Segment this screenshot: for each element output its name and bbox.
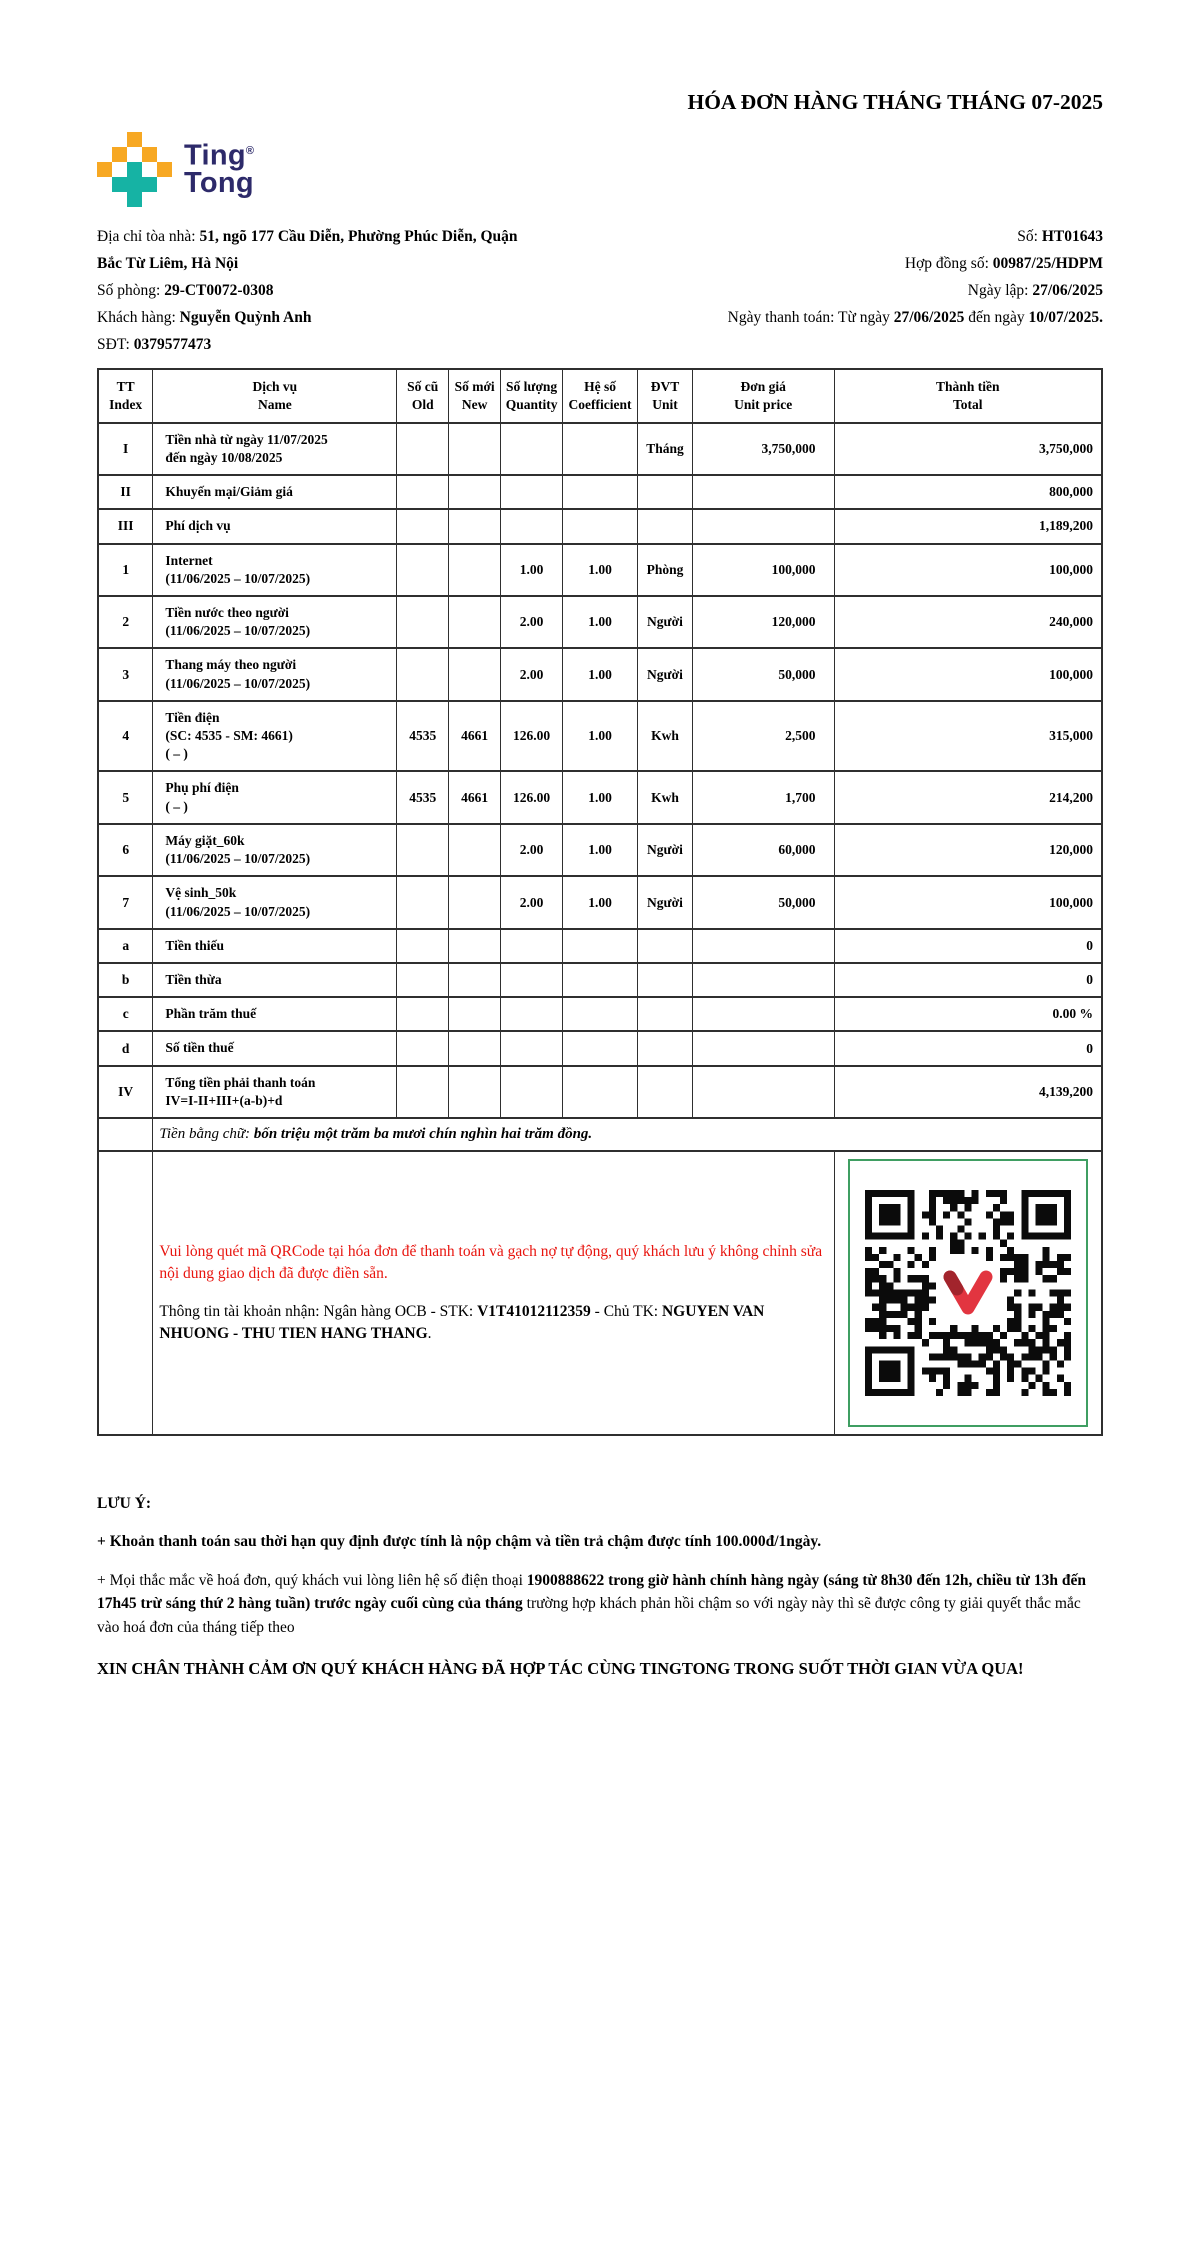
table-header-cell xyxy=(153,369,397,423)
text-run: Thông tin tài khoản nhận: Ngân hàng OCB - STK: xyxy=(159,1302,478,1320)
table-header-cell xyxy=(834,369,1102,423)
info-row xyxy=(97,277,1103,304)
table-body xyxy=(98,423,1102,1118)
table-row xyxy=(98,544,1102,596)
cell-total: 240,000 xyxy=(834,596,1102,648)
payment-instructions-cell xyxy=(153,1151,834,1435)
cell-unit-price: 2,500 xyxy=(692,701,834,772)
cell-total: 100,000 xyxy=(834,544,1102,596)
cell-quantity: 2.00 xyxy=(501,596,563,648)
cell-service-name xyxy=(153,648,397,700)
cell-quantity: 126.00 xyxy=(501,771,563,823)
header-label-vi: Số lượng xyxy=(505,379,558,394)
cell-old-reading xyxy=(397,596,449,648)
qr-row xyxy=(98,1151,1102,1435)
cell-service-name xyxy=(153,596,397,648)
cell-unit-price: 120,000 xyxy=(692,596,834,648)
service-name-line: Phí dịch vụ xyxy=(165,518,231,534)
table-header-cell xyxy=(449,369,501,423)
service-name-line: Tiền thiếu xyxy=(165,937,225,953)
brand-wordmark-line1: Ting® xyxy=(184,139,255,172)
qr-code-cell xyxy=(834,1151,1102,1435)
cell-service-name xyxy=(153,544,397,596)
cell-quantity: 1.00 xyxy=(501,544,563,596)
empty-index-cell xyxy=(98,1151,153,1435)
service-name-line: Vệ sinh_50k xyxy=(165,885,237,901)
service-name-line: IV=I-II+III+(a-b)+d xyxy=(165,1092,283,1108)
text-run: Hợp đồng số: xyxy=(904,255,993,272)
cell-coefficient: 1.00 xyxy=(563,701,638,772)
service-name-line: Phụ phí điện xyxy=(165,780,239,796)
table-header-cell xyxy=(563,369,638,423)
notes-section xyxy=(97,1492,1103,1681)
cell-coefficient: 1.00 xyxy=(563,876,638,928)
header-label-vi: Thành tiền xyxy=(936,379,1000,394)
text-run: 0379577473 xyxy=(133,336,212,353)
cell-old-reading: 4535 xyxy=(397,701,449,772)
info-right-text xyxy=(1017,223,1103,250)
service-name-line: (SC: 4535 - SM: 4661) xyxy=(165,728,293,744)
cell-unit xyxy=(637,997,692,1031)
table-row xyxy=(98,963,1102,997)
cell-unit: Người xyxy=(637,648,692,700)
cell-total: 0.00 % xyxy=(834,997,1102,1031)
cell-coefficient xyxy=(563,1066,638,1118)
header-label-en: New xyxy=(461,396,488,412)
cell-quantity: 2.00 xyxy=(501,876,563,928)
cell-service-name xyxy=(153,701,397,772)
cell-new-reading xyxy=(449,475,501,509)
cell-coefficient xyxy=(563,1031,638,1065)
info-left-text xyxy=(97,277,274,304)
text-run: + Mọi thắc mắc về hoá đơn, quý khách vui lòng liên hệ số điện thoại xyxy=(97,1571,527,1589)
text-run: HT01643 xyxy=(1041,228,1103,245)
cell-coefficient xyxy=(563,475,638,509)
cell-new-reading xyxy=(449,963,501,997)
cell-coefficient xyxy=(563,509,638,543)
cell-coefficient: 1.00 xyxy=(563,771,638,823)
cell-service-name xyxy=(153,824,397,876)
cell-unit-price: 50,000 xyxy=(692,876,834,928)
table-row xyxy=(98,997,1102,1031)
cell-old-reading xyxy=(397,929,449,963)
cell-new-reading xyxy=(449,423,501,475)
cell-unit-price: 1,700 xyxy=(692,771,834,823)
cell-old-reading xyxy=(397,648,449,700)
cell-index: I xyxy=(98,423,153,475)
service-name-line: Tiền điện xyxy=(165,709,220,725)
service-name-line: Tiền nhà từ ngày 11/07/2025 xyxy=(165,431,328,447)
header-label-vi: Số mới xyxy=(454,379,495,394)
info-row xyxy=(97,223,1103,250)
cell-new-reading xyxy=(449,1066,501,1118)
cell-total: 0 xyxy=(834,963,1102,997)
cell-quantity xyxy=(501,997,563,1031)
table-row xyxy=(98,824,1102,876)
tingtong-logo-icon xyxy=(97,132,172,207)
cell-unit: Người xyxy=(637,596,692,648)
invoice-title: HÓA ĐƠN HÀNG THÁNG THÁNG 07-2025 xyxy=(687,90,1103,114)
header-label-vi: Số cũ xyxy=(407,379,439,394)
cell-total: 315,000 xyxy=(834,701,1102,772)
cell-old-reading xyxy=(397,1031,449,1065)
note-item xyxy=(97,1530,1103,1554)
cell-service-name xyxy=(153,1066,397,1118)
text-run: Số phòng: xyxy=(97,282,165,299)
cell-total: 3,750,000 xyxy=(834,423,1102,475)
cell-unit: Người xyxy=(637,824,692,876)
cell-unit-price: 3,750,000 xyxy=(692,423,834,475)
info-left-text xyxy=(97,223,518,250)
cell-quantity xyxy=(501,929,563,963)
cell-service-name xyxy=(153,475,397,509)
text-run: 27/06/2025 xyxy=(1032,282,1103,299)
table-row xyxy=(98,475,1102,509)
header-label-vi: Đơn giá xyxy=(740,379,786,394)
cell-index: b xyxy=(98,963,153,997)
cell-unit-price xyxy=(692,963,834,997)
service-name-line: Tiền thừa xyxy=(165,972,222,987)
service-name-line: (11/06/2025 – 10/07/2025) xyxy=(165,623,311,639)
text-run: Nguyễn Quỳnh Anh xyxy=(179,309,312,326)
cell-total: 100,000 xyxy=(834,648,1102,700)
cell-index: d xyxy=(98,1031,153,1065)
brand-wordmark-line2: Tong xyxy=(184,166,254,199)
cell-index: 4 xyxy=(98,701,153,772)
text-run: Khách hàng: xyxy=(97,309,180,326)
info-row xyxy=(97,331,1103,358)
cell-coefficient xyxy=(563,929,638,963)
service-name-line: đến ngày 10/08/2025 xyxy=(165,449,283,465)
text-run: Ngày thanh toán: Từ ngày xyxy=(727,309,894,326)
cell-old-reading xyxy=(397,423,449,475)
table-header-cell xyxy=(637,369,692,423)
header-label-en: Total xyxy=(953,396,983,412)
info-right-text xyxy=(728,304,1103,331)
cell-quantity xyxy=(501,1031,563,1065)
cell-unit: Người xyxy=(637,876,692,928)
header-label-en: Index xyxy=(109,396,143,412)
text-run: 29-CT0072-0308 xyxy=(164,282,274,299)
service-name-line: Máy giặt_60k xyxy=(165,832,245,848)
cell-service-name xyxy=(153,929,397,963)
cell-unit-price xyxy=(692,509,834,543)
cell-unit-price xyxy=(692,929,834,963)
header-label-en: Unit price xyxy=(734,396,793,412)
table-header xyxy=(98,369,1102,423)
table-header-cell xyxy=(501,369,563,423)
cell-quantity xyxy=(501,1066,563,1118)
cell-total: 800,000 xyxy=(834,475,1102,509)
info-right-text xyxy=(905,250,1103,277)
note-item xyxy=(97,1569,1103,1640)
header-label-en: Old xyxy=(411,396,434,412)
cell-old-reading: 4535 xyxy=(397,771,449,823)
service-name-line: (11/06/2025 – 10/07/2025) xyxy=(165,851,311,867)
cell-unit xyxy=(637,963,692,997)
cell-total: 100,000 xyxy=(834,876,1102,928)
header-label-vi: Dịch vụ xyxy=(252,379,298,394)
text-run: V1T41012112359 xyxy=(477,1302,591,1320)
header-label-vi: Hệ số xyxy=(584,379,616,394)
table-row xyxy=(98,876,1102,928)
cell-index: III xyxy=(98,509,153,543)
text-run: Ngày lập: xyxy=(967,282,1033,299)
cell-quantity: 2.00 xyxy=(501,824,563,876)
cell-total: 4,139,200 xyxy=(834,1066,1102,1118)
cell-coefficient xyxy=(563,423,638,475)
cell-old-reading xyxy=(397,1066,449,1118)
cell-unit: Phòng xyxy=(637,544,692,596)
cell-unit: Kwh xyxy=(637,771,692,823)
cell-unit-price xyxy=(692,1031,834,1065)
cell-new-reading xyxy=(449,648,501,700)
text-run: 00987/25/HDPM xyxy=(992,255,1103,272)
header-label-en: Quantity xyxy=(505,396,558,412)
service-name-line: Thang máy theo người xyxy=(165,657,297,673)
text-run: SĐT: xyxy=(97,336,134,353)
table-footer xyxy=(98,1118,1102,1435)
text-run: 1900888622 trong giờ hành chính hàng ngày (sáng từ 8h30 đến 12h, chiều từ 13h đến 17h45 trừ sáng thứ 2 hàng tuần) trước ngày cuối cùng của tháng xyxy=(97,1571,1086,1613)
cell-old-reading xyxy=(397,544,449,596)
info-left-text xyxy=(97,250,238,277)
service-name-line: (11/06/2025 – 10/07/2025) xyxy=(165,570,311,586)
amount-in-words-value: bốn triệu một trăm ba mươi chín nghìn hai trăm đồng. xyxy=(253,1126,593,1143)
service-name-line: Khuyến mại/Giảm giá xyxy=(165,484,293,500)
service-name-line: Tổng tiền phải thanh toán xyxy=(165,1074,316,1090)
table-header-cell xyxy=(98,369,153,423)
cell-unit: Kwh xyxy=(637,701,692,772)
service-name-line: (11/06/2025 – 10/07/2025) xyxy=(165,903,311,919)
cell-new-reading xyxy=(449,997,501,1031)
cell-new-reading xyxy=(449,929,501,963)
header-label-en: Unit xyxy=(652,396,678,412)
cell-unit xyxy=(637,1066,692,1118)
invoice-header xyxy=(97,88,1103,207)
text-run: Số: xyxy=(1017,228,1042,245)
invoice-table xyxy=(97,368,1103,1436)
header-label-en: Coefficient xyxy=(568,396,632,412)
table-row xyxy=(98,423,1102,475)
cell-total: 0 xyxy=(834,929,1102,963)
text-run: 10/07/2025. xyxy=(1028,309,1103,326)
text-run: 27/06/2025 xyxy=(893,309,965,326)
cell-new-reading xyxy=(449,544,501,596)
cell-service-name xyxy=(153,1031,397,1065)
cell-new-reading xyxy=(449,876,501,928)
cell-total: 120,000 xyxy=(834,824,1102,876)
cell-quantity xyxy=(501,963,563,997)
cell-unit xyxy=(637,929,692,963)
service-name-line: Phần trăm thuế xyxy=(165,1006,257,1022)
registered-mark-icon: ® xyxy=(245,145,255,157)
cell-unit-price: 50,000 xyxy=(692,648,834,700)
table-row xyxy=(98,701,1102,772)
qr-scan-notice: Vui lòng quét mã QRCode tại hóa đơn để thanh toán và gạch nợ tự động, quý khách lưu ý không chỉnh sửa nội dung giao dịch đã được điền sẵn. xyxy=(159,1242,823,1283)
header-label-vi: ĐVT xyxy=(650,379,680,394)
info-left-text xyxy=(97,331,211,358)
table-row xyxy=(98,1031,1102,1065)
table-header-cell xyxy=(397,369,449,423)
brand-logo xyxy=(97,132,254,207)
payment-qr-code xyxy=(848,1159,1088,1427)
header-label-vi: TT xyxy=(116,379,135,394)
cell-service-name xyxy=(153,509,397,543)
text-run: 51, ngõ 177 Cầu Diễn, Phường Phúc Diễn, Quận xyxy=(199,228,518,245)
cell-old-reading xyxy=(397,997,449,1031)
table-row xyxy=(98,596,1102,648)
cell-quantity xyxy=(501,423,563,475)
cell-unit-price xyxy=(692,1066,834,1118)
cell-coefficient xyxy=(563,963,638,997)
account-info xyxy=(159,1301,827,1346)
cell-index: 3 xyxy=(98,648,153,700)
service-name-line: Số tiền thuế xyxy=(165,1040,234,1056)
text-run: NGUYEN VAN NHUONG - THU TIEN HANG THANG xyxy=(159,1302,765,1343)
cell-unit-price xyxy=(692,997,834,1031)
info-left-text xyxy=(97,304,311,331)
cell-service-name xyxy=(153,423,397,475)
cell-old-reading xyxy=(397,509,449,543)
cell-coefficient: 1.00 xyxy=(563,824,638,876)
cell-new-reading xyxy=(449,1031,501,1065)
service-name-line: Internet xyxy=(165,552,213,568)
cell-new-reading xyxy=(449,596,501,648)
cell-quantity: 2.00 xyxy=(501,648,563,700)
table-row xyxy=(98,771,1102,823)
cell-coefficient: 1.00 xyxy=(563,596,638,648)
text-run: + Khoản thanh toán sau thời hạn quy định được tính là nộp chậm và tiền trả chậm được tính 100.000đ/1ngày. xyxy=(97,1533,822,1551)
header-row xyxy=(98,369,1102,423)
cell-coefficient: 1.00 xyxy=(563,544,638,596)
cell-index: c xyxy=(98,997,153,1031)
table-row xyxy=(98,509,1102,543)
text-run: Bắc Từ Liêm, Hà Nội xyxy=(97,255,239,272)
cell-old-reading xyxy=(397,475,449,509)
info-right-text xyxy=(968,277,1103,304)
cell-unit xyxy=(637,475,692,509)
service-name-line: ( – ) xyxy=(165,746,188,762)
cell-index: 7 xyxy=(98,876,153,928)
cell-service-name xyxy=(153,997,397,1031)
cell-coefficient xyxy=(563,997,638,1031)
text-run: trường hợp khách phản hồi chậm so với ngày này thì sẽ được công ty giải quyết thắc mắc vào hoá đơn của tháng tiếp theo xyxy=(97,1595,1081,1636)
notes-heading: LƯU Ý: xyxy=(97,1495,152,1513)
cell-unit: Tháng xyxy=(637,423,692,475)
cell-coefficient: 1.00 xyxy=(563,648,638,700)
text-run: - Chủ TK: xyxy=(590,1302,662,1320)
cell-index: 5 xyxy=(98,771,153,823)
cell-new-reading: 4661 xyxy=(449,771,501,823)
service-name-line: Tiền nước theo người xyxy=(165,604,289,620)
info-row xyxy=(97,250,1103,277)
service-name-line: ( – ) xyxy=(165,798,188,814)
cell-old-reading xyxy=(397,876,449,928)
cell-quantity: 126.00 xyxy=(501,701,563,772)
cell-service-name xyxy=(153,963,397,997)
cell-old-reading xyxy=(397,963,449,997)
cell-total: 0 xyxy=(834,1031,1102,1065)
empty-index-cell xyxy=(98,1118,153,1151)
cell-unit-price: 100,000 xyxy=(692,544,834,596)
cell-unit xyxy=(637,509,692,543)
amount-in-words xyxy=(153,1118,1102,1151)
qr-center-logo-icon xyxy=(940,1268,996,1318)
cell-unit-price xyxy=(692,475,834,509)
table-row xyxy=(98,648,1102,700)
cell-index: 1 xyxy=(98,544,153,596)
text-run: . xyxy=(427,1325,432,1343)
cell-service-name xyxy=(153,771,397,823)
cell-quantity xyxy=(501,475,563,509)
table-row xyxy=(98,929,1102,963)
table-header-cell xyxy=(692,369,834,423)
table-row xyxy=(98,1066,1102,1118)
text-run: đến ngày xyxy=(964,309,1029,326)
cell-new-reading xyxy=(449,824,501,876)
info-row xyxy=(97,304,1103,331)
amount-in-words-row xyxy=(98,1118,1102,1151)
info-section xyxy=(97,223,1103,358)
header-label-en: Name xyxy=(257,396,292,412)
cell-unit-price: 60,000 xyxy=(692,824,834,876)
text-run: Địa chỉ tòa nhà: xyxy=(97,228,200,245)
closing-thanks: XIN CHÂN THÀNH CẢM ƠN QUÝ KHÁCH HÀNG ĐÃ HỢP TÁC CÙNG TINGTONG TRONG SUỐT THỜI GIAN VỪA QUA! xyxy=(97,1658,1024,1678)
cell-total: 214,200 xyxy=(834,771,1102,823)
cell-index: 2 xyxy=(98,596,153,648)
cell-old-reading xyxy=(397,824,449,876)
cell-index: 6 xyxy=(98,824,153,876)
cell-unit xyxy=(637,1031,692,1065)
brand-wordmark xyxy=(184,138,254,197)
cell-new-reading: 4661 xyxy=(449,701,501,772)
cell-index: IV xyxy=(98,1066,153,1118)
cell-index: a xyxy=(98,929,153,963)
cell-new-reading xyxy=(449,509,501,543)
service-name-line: (11/06/2025 – 10/07/2025) xyxy=(165,675,311,691)
amount-in-words-label: Tiền bằng chữ: xyxy=(159,1126,254,1143)
cell-service-name xyxy=(153,876,397,928)
cell-total: 1,189,200 xyxy=(834,509,1102,543)
cell-quantity xyxy=(501,509,563,543)
cell-index: II xyxy=(98,475,153,509)
